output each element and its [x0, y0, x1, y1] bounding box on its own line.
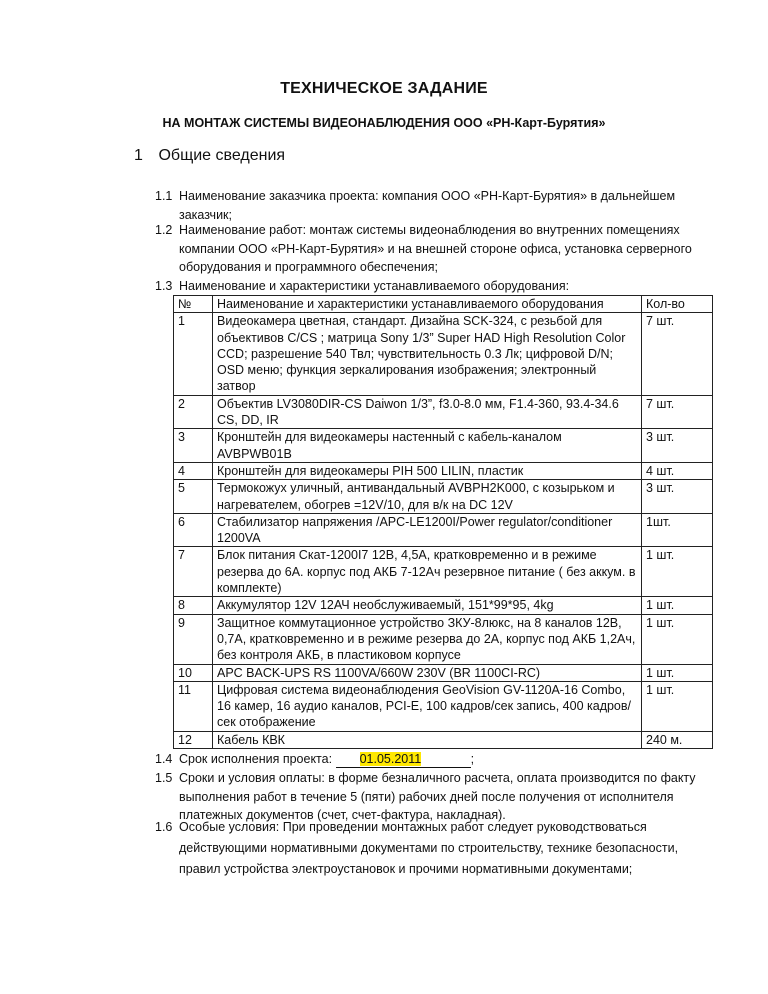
row-quantity: 1 шт.: [642, 664, 713, 681]
row-quantity: 1 шт.: [642, 597, 713, 614]
row-number: 6: [174, 513, 213, 547]
row-number: 9: [174, 614, 213, 664]
section-number: 1: [134, 147, 143, 164]
table-row: [174, 513, 713, 547]
row-description: APC BACK-UPS RS 1100VA/660W 230V (BR 1100CI-RC): [213, 664, 642, 681]
section-title: Общие сведения: [158, 147, 286, 164]
paragraph-text: Сроки и условия оплаты: в форме безналичного расчета, оплата производится по факту выполнения работ в течение 5 (пяти) рабочих дней после получения от исполнителя платежных документов (счет, счет-фактура, накладная).: [179, 771, 696, 822]
table-row: [174, 480, 713, 514]
paragraph-number: 1.5: [155, 771, 173, 785]
table-row: [174, 614, 713, 664]
row-number: 8: [174, 597, 213, 614]
paragraph-number: 1.6: [155, 820, 173, 834]
table-row: [174, 313, 713, 395]
document-subtitle: НА МОНТАЖ СИСТЕМЫ ВИДЕОНАБЛЮДЕНИЯ ООО «РН-Карт-Бурятия»: [162, 116, 606, 130]
paragraph-number: 1.2: [155, 223, 173, 237]
row-quantity: 240 м.: [642, 731, 713, 748]
row-quantity: 3 шт.: [642, 429, 713, 463]
document-title: ТЕХНИЧЕСКОЕ ЗАДАНИЕ: [280, 80, 488, 97]
paragraph-1-2: [155, 221, 715, 277]
paragraph-text: Особые условия: При проведении монтажных работ следует руководствоваться действующими нормативными документами по строительству, технике безопасности, правил устройства электроустановок и прочими нормативными документами;: [179, 820, 679, 876]
row-number: 11: [174, 681, 213, 731]
paragraph-number: 1.4: [155, 752, 173, 766]
row-description: Кронштейн для видеокамеры настенный с кабель-каналом AVBPWB01B: [213, 429, 642, 463]
deadline-label: Срок исполнения проекта:: [179, 752, 333, 766]
header-quantity: Кол-во: [642, 296, 713, 313]
row-number: 7: [174, 547, 213, 597]
row-number: 4: [174, 462, 213, 479]
row-description: Термокожух уличный, антивандальный AVBPH2K000, с козырьком и нагревателем, обогрев =12V/10, для в/к на DC 12V: [213, 480, 642, 514]
row-description: Видеокамера цветная, стандарт. Дизайна SCK-324, с резьбой для объективов C/CS ; матрица Sony 1/3” Super HAD High Resolution Color CCD; разрешение 540 Твл; чувствительность 0.3 Лк; цифровой D/N; OSD меню; функция зеркалирования изображения; электронный затвор: [213, 313, 642, 395]
table-header-row: [174, 296, 713, 313]
row-quantity: 4 шт.: [642, 462, 713, 479]
equipment-table: [173, 295, 713, 749]
table-row: [174, 681, 713, 731]
table-row: [174, 597, 713, 614]
table-row: [174, 664, 713, 681]
header-name: Наименование и характеристики устанавливаемого оборудования: [213, 296, 642, 313]
table-row: [174, 395, 713, 429]
row-description: Объектив LV3080DIR-CS Daiwon 1/3”, f3.0-8.0 мм, F1.4-360, 93.4-34.6 CS, DD, IR: [213, 395, 642, 429]
row-description: Цифровая система видеонаблюдения GeoVision GV-1120A-16 Combo, 16 камер, 16 аудио каналов, PCI-E, 100 кадров/сек запись, 400 кадров/сек отображение: [213, 681, 642, 731]
row-description: Аккумулятор 12V 12АЧ необслуживаемый, 151*99*95, 4kg: [213, 597, 642, 614]
row-description: Блок питания Скат-1200I7 12В, 4,5А, кратковременно и в режиме резерва до 6А. корпус под АКБ 7-12Ач резервное питание ( без аккум. в комплекте): [213, 547, 642, 597]
paragraph-1-3: [155, 277, 715, 296]
row-number: 3: [174, 429, 213, 463]
table-row: [174, 547, 713, 597]
section-heading: [134, 147, 285, 165]
table-row: [174, 429, 713, 463]
row-description: Кабель КВК: [213, 731, 642, 748]
paragraph-1-6: [155, 817, 715, 880]
paragraph-text: Наименование работ: монтаж системы видеонаблюдения во внутренних помещениях компании ООО «РН-Карт-Бурятия» и на внешней стороне офиса, установка серверного оборудования и программного обеспечения;: [179, 223, 692, 274]
row-number: 1: [174, 313, 213, 395]
table-row: [174, 731, 713, 748]
row-description: Защитное коммутационное устройство ЗКУ-8люкс, на 8 каналов 12В, 0,7А, кратковременно и в режиме резерва до 2А, корпус под АКБ 1,2Ач, без контроля АКБ, в пластиковом корпусе: [213, 614, 642, 664]
row-quantity: 1 шт.: [642, 547, 713, 597]
row-number: 10: [174, 664, 213, 681]
row-quantity: 7 шт.: [642, 313, 713, 395]
row-quantity: 1шт.: [642, 513, 713, 547]
paragraph-text: Наименование и характеристики устанавливаемого оборудования:: [179, 279, 570, 293]
deadline-field: [336, 752, 471, 768]
row-number: 5: [174, 480, 213, 514]
paragraph-number: 1.1: [155, 189, 173, 203]
row-description: Кронштейн для видеокамеры PIH 500 LILIN, пластик: [213, 462, 642, 479]
row-quantity: 1 шт.: [642, 614, 713, 664]
row-quantity: 7 шт.: [642, 395, 713, 429]
paragraph-1-4: [155, 750, 715, 769]
row-quantity: 1 шт.: [642, 681, 713, 731]
row-number: 12: [174, 731, 213, 748]
row-quantity: 3 шт.: [642, 480, 713, 514]
table-row: [174, 462, 713, 479]
deadline-date: 01.05.2011: [359, 752, 422, 766]
paragraph-1-1: [155, 187, 715, 224]
row-description: Стабилизатор напряжения /APC-LE1200I/Power regulator/conditioner 1200VA: [213, 513, 642, 547]
deadline-end: ;: [470, 752, 475, 766]
paragraph-number: 1.3: [155, 279, 173, 293]
row-number: 2: [174, 395, 213, 429]
header-number: №: [174, 296, 213, 313]
paragraph-text: Наименование заказчика проекта: компания ООО «РН-Карт-Бурятия» в дальнейшем заказчик;: [179, 189, 676, 222]
